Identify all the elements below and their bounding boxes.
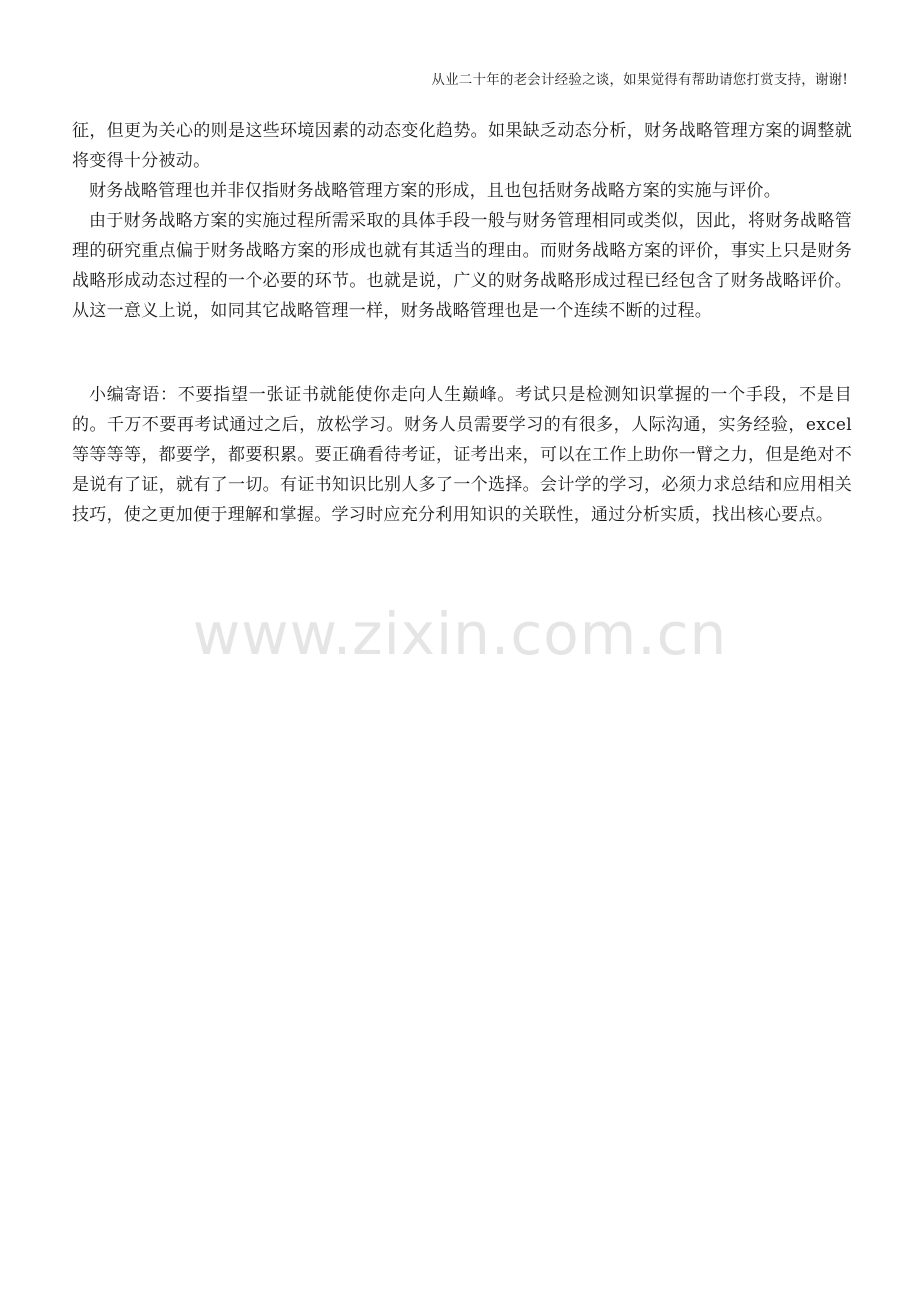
paragraph-scope: 财务战略管理也并非仅指财务战略管理方案的形成，且也包括财务战略方案的实施与评价。 (89, 181, 781, 201)
watermark: www.zixin.com.cn (192, 600, 728, 668)
paragraph-spacer (72, 326, 852, 380)
header-note: 从业二十年的老会计经验之谈，如果觉得有帮助请您打赏支持，谢谢! (431, 72, 848, 88)
paragraph-continuation: 征，但更为关心的则是这些环境因素的动态变化趋势。如果缺乏动态分析，财务战略管理方案的调整就将变得十分被动。 (72, 121, 852, 171)
document-body (72, 116, 852, 530)
editor-note-paragraph: 小编寄语：不要指望一张证书就能使你走向人生巅峰。考试只是检测知识掌握的一个手段，不是目的。千万不要再考试通过之后，放松学习。财务人员需要学习的有很多，人际沟通，实务经验，excel 等等等等，都要学，都要积累。要正确看待考证，证考出来，可以在工作上助你一臂之力，但是绝对不是说有了证，就有了一切。有证书知识比别人多了一个选择。会计学的学习，必须力求总结和应用相关技巧，使之更加便于理解和掌握。学习时应充分利用知识的关联性，通过分析实质，找出核心要点。 (72, 385, 852, 525)
paragraph-implementation: 由于财务战略方案的实施过程所需采取的具体手段一般与财务管理相同或类似，因此，将财务战略管理的研究重点偏于财务战略方案的形成也就有其适当的理由。而财务战略方案的评价，事实上只是财务战略形成动态过程的一个必要的环节。也就是说，广义的财务战略形成过程已经包含了财务战略评价。从这一意义上说，如同其它战略管理一样，财务战略管理也是一个连续不断的过程。 (72, 211, 852, 321)
